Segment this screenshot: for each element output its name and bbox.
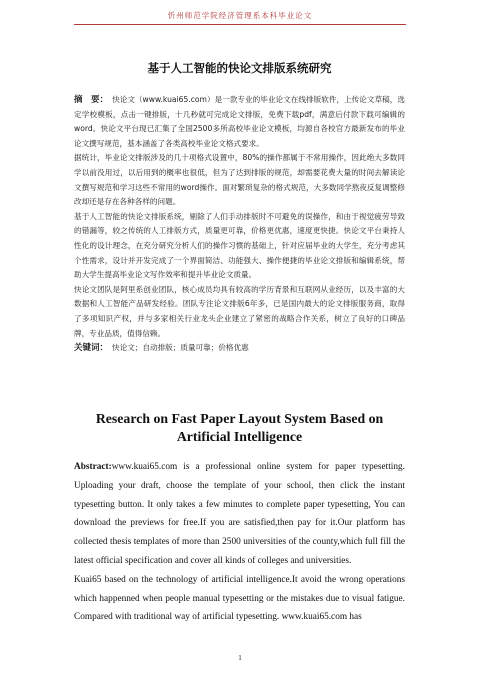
cn-keywords-label: 关键词： — [74, 343, 109, 354]
en-abstract-label: Abstract: — [74, 462, 112, 472]
english-title: Research on Fast Paper Layout System Based on Artificial Intelligence — [95, 411, 384, 444]
en-abstract-paragraph — [74, 458, 405, 571]
chinese-title: 基于人工智能的快论文排版系统研究 — [147, 61, 332, 75]
cn-keywords-text: 快论文；自动排版；质量可靠；价格优惠 — [112, 343, 249, 353]
running-head: 忻州师范学院经济管理系本科毕业论文 — [167, 11, 313, 20]
en-paragraph-2: Kuai65 based on the technology of artificial intelligence.It avoid the wrong operations which happenned when people manual typesetting or the mistakes due to visual fatigue. Compared with traditional way of artificial typesetting. www.kuai65.com has — [74, 574, 405, 623]
cn-abstract-paragraph — [74, 93, 405, 151]
english-abstract — [74, 458, 405, 627]
cn-paragraph-1: 据统计，毕业论文排版涉及的几十项格式设置中，80%的操作都属于不常用操作，因此绝大多数同学以前没用过，以后用到的概率也很低，但为了达到排版的规范，却需要花费大量的时间去解读论文撰写规范和学习这些不常用的word操作。面对繁琐复杂的格式规范，大多数同学熬夜反复调整修改却还是存在各种各样的问题。 — [74, 153, 405, 207]
cn-abstract-label: 摘 要： — [74, 95, 109, 105]
page-number: 1 — [238, 654, 242, 662]
cn-abstract-text: 快论文（www.kuai65.com）是一款专业的毕业论文在线排版软件，上传论文草稿，选定学校模板，点击一键排版，十几秒就可完成论文排版，免费下载pdf，满意后付款下载可编辑的word。快论文平台现已汇集了全国2500多所高校毕业论文模板，均源自各校官方最新发布的毕业论文撰写规范，基本涵盖了各类高校毕业论文格式要求。 — [74, 95, 405, 148]
header-rule — [74, 24, 406, 25]
cn-paragraph-3: 快论文团队是阿里系创业团队，核心成员均具有较高的学历背景和互联网从业经历，以及丰富的大数据和人工智能产品研发经验。团队专注论文排版6年多，已是国内最大的论文排版服务商，取得了多项知识产权，并与多家相关行业龙头企业建立了紧密的战略合作关系，树立了良好的口碑品牌，专业品质，值得信赖。 — [74, 284, 405, 338]
chinese-abstract — [74, 93, 405, 356]
cn-paragraph-2: 基于人工智能的快论文排版系统，剔除了人们手动排版时不可避免的误操作，和由于视觉疲劳导致的错漏等，较之传统的人工排版方式，质量更可靠，价格更优惠，速度更快捷。快论文平台秉持人性化的设计理念，在充分研究分析人们的操作习惯的基础上，针对应届毕业的大学生，充分考虑其个性需求，设计并开发完成了一个界面简洁、功能强大、操作便捷的毕业论文排版和编辑系统，帮助大学生提高毕业论文写作效率和提升毕业论文质量。 — [74, 211, 405, 280]
en-abstract-text: www.kuai65.com is a professional online system for paper typesetting. Uploading your draft, choose the template of your school, then click the instant typesetting button. It only takes a few minutes to complete paper typesetting, You can download the previews for free.If you are satisfied,then pay for it.Our platform has collected thesis templates of more than 2500 universities of the county,which full fill the latest official specification and cover all kinds of colleges and universities. — [74, 462, 405, 566]
cn-keywords — [74, 341, 405, 356]
